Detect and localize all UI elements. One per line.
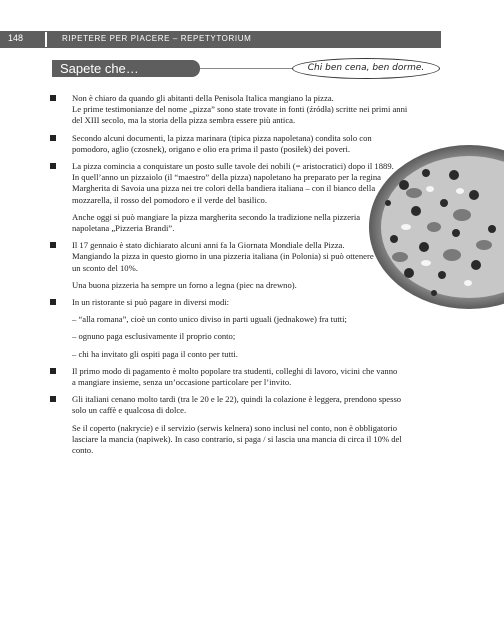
bullet-marker-icon: [50, 95, 56, 101]
text-line: Se il coperto (nakrycie) e il servizio (serwis kelnera) sono inclusi nel conto, non è obbligatorio: [72, 422, 398, 433]
text-line: In quell’anno un pizzaiolo (il “maestro” della pizza) napoletano ha preparato per la regina: [72, 172, 381, 183]
motto-bubble: Chi ben cena, ben dorme.: [292, 58, 440, 79]
article-body: [62, 93, 448, 462]
text-line: del XIII secolo, ma la storia della pizza sembra essere più antica.: [72, 115, 296, 126]
paragraph: [62, 280, 448, 291]
paragraph: [62, 349, 448, 360]
text-line: lasciare la mancia (napiwek). In caso contrario, si paga / si lascia una mancia di circa il 10% del: [72, 433, 402, 444]
bullet-marker-icon: [50, 242, 56, 248]
text-line: conto.: [72, 445, 94, 456]
bullet-paragraph: [62, 366, 448, 388]
section-rule: [200, 68, 300, 69]
text-line: Secondo alcuni documenti, la pizza marinara (tipica pizza napoletana) condita solo con: [72, 132, 372, 143]
bullet-paragraph: [62, 93, 448, 127]
text-line: – ognuno paga esclusivamente il proprio conto;: [72, 331, 236, 342]
text-line: Mangiando la pizza in questo giorno in una pizzeria italiana (in Polonia) si può ottenere: [72, 251, 374, 262]
bullet-marker-icon: [50, 368, 56, 374]
text-line: Non è chiaro da quando gli abitanti della Penisola Italica mangiano la pizza.: [72, 93, 334, 103]
text-line: – “alla romana”, cioè un conto unico diviso in parti uguali (jednakowe) fra tutti;: [72, 314, 347, 325]
text-line: solo un caffè e qualcosa di dolce.: [72, 405, 187, 416]
text-line: Gli italiani cenano molto tardi (tra le 20 e le 22), quindi la colazione è leggera, prendono spesso: [72, 394, 402, 405]
paragraph: [62, 212, 448, 234]
bullet-marker-icon: [50, 163, 56, 169]
text-line: pomodoro, aglio (czosnek), origano e olio era prima il pasto (posiłek) dei poveri.: [72, 143, 351, 154]
section-title: Sapete che…: [60, 61, 139, 76]
page-number: 148: [8, 33, 24, 43]
text-line: napoletana „Pizzeria Brandi”.: [72, 223, 175, 234]
running-head: RIPETERE PER PIACERE – REPETYTORIUM: [62, 34, 252, 43]
bullet-marker-icon: [50, 135, 56, 141]
bullet-marker-icon: [50, 396, 56, 402]
text-line: un sconto del 10%.: [72, 262, 138, 273]
paragraph: [62, 331, 448, 342]
text-line: Una buona pizzeria ha sempre un forno a legna (piec na drewno).: [72, 279, 297, 290]
bullet-marker-icon: [50, 299, 56, 305]
text-line: Margherita di Savoia una pizza nei tre colori della bandiera italiana – con il bianco della: [72, 183, 376, 194]
bullet-paragraph: [62, 394, 448, 416]
text-line: a mangiare insieme, senza un’occasione particolare per l’invito.: [72, 377, 292, 388]
text-line: Il primo modo di pagamento è molto popolare tra studenti, colleghi di lavoro, vicini che vanno: [72, 365, 398, 376]
text-line: In un ristorante si può pagare in diversi modi:: [72, 297, 230, 308]
bullet-paragraph: [62, 161, 448, 206]
text-line: – chi ha invitato gli ospiti paga il conto per tutti.: [72, 348, 238, 359]
text-line: Le prime testimonianze del nome „pizza” sono state trovate in fonti (źródła) scritte nei primi anni: [72, 104, 408, 115]
text-line: Il 17 gennaio è stato dichiarato alcuni anni fa la Giornata Mondiale della Pizza.: [72, 240, 345, 251]
bullet-paragraph: [62, 297, 448, 308]
bullet-paragraph: [62, 240, 448, 274]
text-line: La pizza comincia a conquistare un posto sulle tavole dei nobili (= aristocratici) dopo il 1889.: [72, 161, 394, 172]
bullet-paragraph: [62, 133, 448, 155]
header-divider: [45, 32, 47, 47]
paragraph: [62, 423, 448, 457]
text-line: mozzarella, il rosso del pomodoro e il verde del basilico.: [72, 194, 267, 205]
paragraph: [62, 314, 448, 325]
text-line: Anche oggi si può mangiare la pizza margherita secondo la tradizione nella pizzeria: [72, 211, 361, 222]
